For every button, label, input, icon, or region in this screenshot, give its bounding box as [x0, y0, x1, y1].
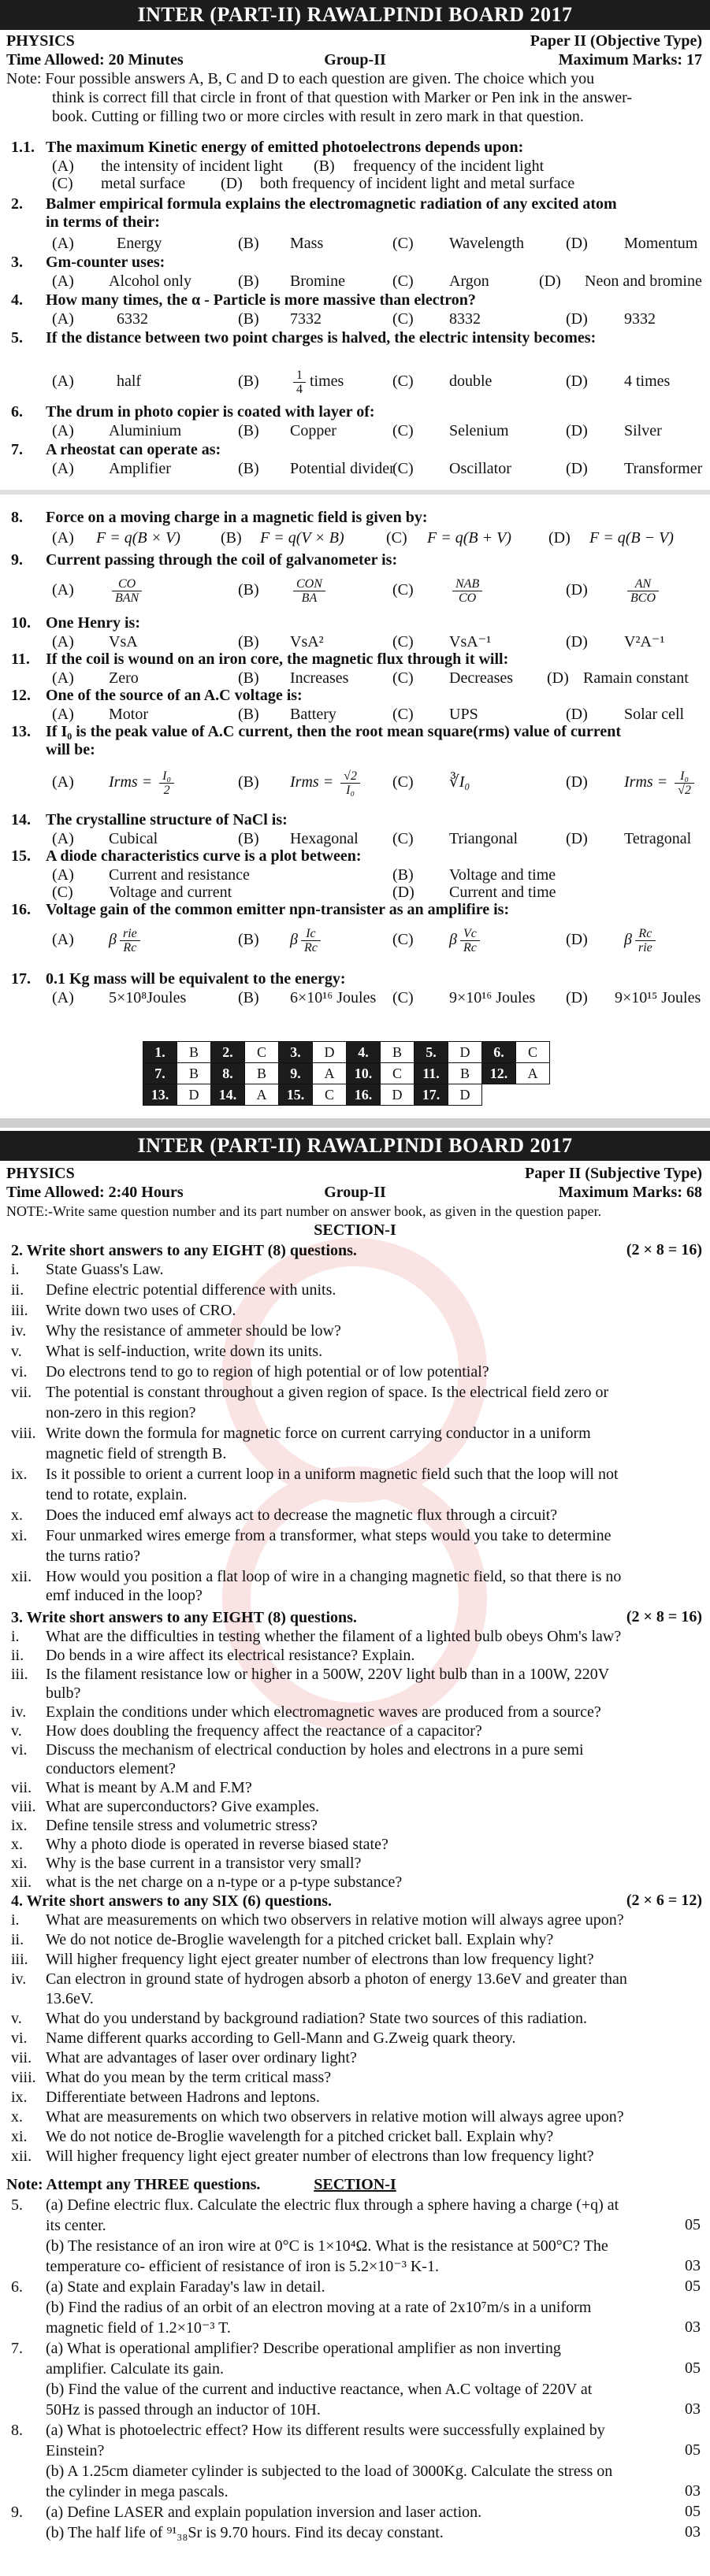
short-question-item: the turns ratio? — [46, 1547, 140, 1565]
short-question-item: v. What do you understand by background radiation? State two sources of this radiation. — [11, 2010, 588, 2027]
long-question-line: temperature co- efficient of resistance of iron is 5.2×10⁻³ K-1. — [46, 2258, 439, 2275]
short-question-item: xii. Will higher frequency light eject greater number of electrons than low frequency light? — [11, 2148, 594, 2165]
mcq-options: (A) 5×10⁸Joules (B) 6×10¹⁶ Joules (C) 9×10¹⁶ Joules (D) 9×10¹⁵ Joules — [52, 989, 701, 1006]
mcq-question: 3. Gm-counter uses: — [11, 254, 165, 271]
objective-header-row2 — [0, 50, 710, 69]
long-question-line: (b) Find the value of the current and inductive reactance, when A.C voltage of 220V at — [46, 2381, 593, 2398]
mcq-options: (A) Aluminium (B) Copper (C) Selenium (D) Silver — [52, 422, 662, 439]
section-title: SECTION-I — [314, 1221, 396, 1239]
short-question-item: i. What are measurements on which two observers in relative motion will always agree upon? — [11, 1911, 624, 1929]
note-text: Note: Attempt any THREE questions. — [6, 2176, 261, 2193]
subject-label: PHYSICS — [6, 32, 75, 50]
note-line: book. Cutting or filling two or more circles with result in zero mark in that question. — [52, 108, 584, 125]
short-question-item: viii. Write down the formula for magnetic force on current carrying conductor in a uniform — [11, 1425, 591, 1442]
subjective-header-row1 — [0, 1164, 710, 1183]
mcq-question: 12. One of the source of an A.C voltage is: — [11, 687, 303, 704]
answer-key-table — [143, 1041, 550, 1106]
mcq-options: (A) Cubical (B) Hexagonal (C) Triangonal (D) Tetragonal — [52, 830, 692, 847]
short-question-item: xii. How would you position a flat loop of wire in a changing magnetic field, so that there is no emf induced in the loop? — [11, 1568, 622, 1604]
long-question-line: (b) A 1.25cm diameter cylinder is subjected to the load of 3000Kg. Calculate the stress on — [46, 2463, 613, 2480]
fraction: $\frac{Vc}{Rc}$ — [460, 927, 480, 954]
fraction: $\frac{AN}{\text{BCO}}$ — [627, 577, 659, 605]
short-question-item: iv. Why the resistance of ammeter should be low? — [11, 1322, 341, 1340]
short-question-item: i. What are the difficulties in testing whether the filament of a lighted bulb obeys Ohm's law? — [11, 1628, 622, 1645]
group-label: Group-II — [324, 1184, 386, 1201]
paper-divider — [0, 1118, 710, 1128]
long-question-marks: 03 — [685, 2257, 701, 2274]
question-marks: (2 × 8 = 16) — [626, 1241, 702, 1258]
short-question-item: ii. Define electric potential difference with units. — [11, 1281, 336, 1299]
short-question-list — [11, 1911, 704, 2166]
short-question-item: ix. Differentiate between Hadrons and leptons. — [11, 2089, 320, 2106]
mcq-question: 13. If I₀ is the peak value of A.C current, then the root mean square(rms) value of current will be: — [11, 723, 622, 758]
objective-header-row1 — [0, 32, 710, 50]
fraction: $\frac{√2}{\text{I₀}}$ — [340, 769, 360, 797]
mcq-options: (A) $\frac{CO}{\text{BAN}}$ (B) $\frac{\text{CON}}{BA}$ (C) $\frac{\text{NAB}}{CO}$ (D) $\frac{AN}{\text{BCO}}$ — [46, 572, 708, 608]
question-marks: (2 × 8 = 16) — [626, 1608, 702, 1625]
short-question-item: non-zero in this region? — [46, 1404, 196, 1421]
short-question-item: iv. Can electron in ground state of hydrogen absorb a photon of energy 13.6eV and greater than — [11, 1970, 627, 1988]
fraction: $\frac{1}{4}$ — [293, 369, 306, 396]
question-marks: (2 × 6 = 12) — [626, 1892, 702, 1909]
mcq-question: 15. A diode characteristics curve is a plot between: — [11, 847, 362, 865]
long-question-line: 50Hz is passed through an inductor of 10H. — [46, 2401, 321, 2418]
objective-banner: INTER (PART-II) RAWALPINDI BOARD 2017 — [0, 0, 710, 30]
short-question-item: vi. Do electrons tend to go to region of high potential or of low potential? — [11, 1363, 489, 1381]
subjective-header-row2 — [0, 1183, 710, 1202]
mcq-question: 10. One Henry is: — [11, 614, 140, 632]
short-question-item: vi. Discuss the mechanism of electrical conduction by holes and electrons in a pure semi — [11, 1741, 584, 1759]
short-question-item: ix. Is it possible to orient a current loop in a uniform magnetic field such that the loop will not — [11, 1466, 619, 1483]
section-title: SECTION-I — [314, 2176, 396, 2193]
fraction: $\frac{\text{rie}}{Rc}$ — [120, 927, 140, 954]
short-question-item: v. What is self-induction, write down its units. — [11, 1343, 323, 1360]
mcq-options: (A) F = q(B × V) (B) F = q(V × B) (C) F = q(B + V) (D) F = q(B − V) — [52, 529, 674, 547]
fraction: $\frac{\text{NAB}}{CO}$ — [452, 577, 482, 605]
maximum-marks: Maximum Marks: 68 — [558, 1184, 702, 1201]
mcq-options: (A) Motor (B) Battery (C) UPS (D) Solar cell — [52, 706, 685, 723]
answer-key-row: 13. D 14. A 15. C 16. D 17. D — [143, 1084, 550, 1106]
short-question-item: viii. What do you mean by the term critical mass? — [11, 2069, 332, 2086]
fraction: $\frac{CO}{\text{BAN}}$ — [112, 577, 142, 605]
answer-key-row: 7. B 8. B 9. A 10. C 11. B 12. A — [143, 1063, 550, 1084]
mcq-question: 5. If the distance between two point charges is halved, the electric intensity becomes: — [11, 329, 597, 347]
long-question-line: (b) The resistance of an iron wire at 0°C is 1×10⁴Ω. What is the resistance at 500°C? The — [46, 2237, 608, 2255]
long-question-marks: 05 — [685, 2216, 701, 2233]
long-question-marks: 05 — [685, 2441, 701, 2459]
short-question-item: 13.6eV. — [46, 1990, 94, 2007]
long-question-line: 7. (a) What is operational amplifier? Describe operational amplifier as non inverting — [11, 2340, 561, 2357]
short-question-item: vii. The potential is constant throughout a given region of space. Is the electrical field zero or — [11, 1384, 609, 1401]
short-question-item: iii. Is the filament resistance low or higher in a 500W, 220V light bulb than in a 100W, 220V — [11, 1666, 610, 1683]
mcq-options: (A) 6332 (B) 7332 (C) 8332 (D) 9332 — [52, 310, 656, 328]
answer-key-row: 1. B 2. C 3. D 4. B 5. D 6. C — [143, 1042, 550, 1063]
short-question-item: xii. what is the net charge on a n-type or a p-type substance? — [11, 1874, 403, 1891]
long-question-marks: 03 — [685, 2482, 701, 2500]
short-question-item: i. State Guass's Law. — [11, 1261, 164, 1278]
long-question-line: its center. — [46, 2217, 106, 2234]
mcq-options: (A) the intensity of incident light (B) frequency of the incident light — [52, 158, 545, 175]
short-question-item: iii. Will higher frequency light eject greater number of electrons than low frequency light? — [11, 1951, 594, 1968]
long-question-line: 8. (a) What is photoelectric effect? How its different results were successfully explained by — [11, 2422, 605, 2439]
paper-type: Paper II (Subjective Type) — [525, 1165, 702, 1182]
long-question-line: 6. (a) State and explain Faraday's law in detail. — [11, 2278, 325, 2296]
subjective-note — [0, 1202, 710, 1221]
objective-note — [6, 69, 700, 126]
mcq-question: 16. Voltage gain of the common emitter npn-transister as an amplifire is: — [11, 901, 510, 918]
short-question-item: iii. Write down two uses of CRO. — [11, 1302, 236, 1319]
long-question-line: magnetic field of 1.2×10⁻³ T. — [46, 2319, 231, 2337]
mcq-question: 7. A rheostat can operate as: — [11, 441, 221, 458]
fraction: $\frac{\text{I₀}}{√2}$ — [675, 769, 694, 797]
mcq-options: (A) Amplifier (B) Potential divider (C) Oscillator (D) Transformer — [52, 460, 703, 477]
short-question-item: tend to rotate, explain. — [46, 1486, 188, 1503]
paper-type: Paper II (Objective Type) — [530, 32, 702, 50]
mcq-question: 14. The crystalline structure of NaCl is: — [11, 811, 288, 828]
short-question-item: ii. Do bends in a wire affect its electrical resistance? Explain. — [11, 1647, 415, 1664]
fraction: $\frac{Rc}{\text{rie}}$ — [635, 927, 656, 954]
section-divider — [0, 490, 710, 495]
short-question-item: magnetic field of strength B. — [46, 1445, 227, 1462]
mcq-question: 4. How many times, the α - Particle is more massive than electron? — [11, 291, 476, 309]
long-question-marks: 03 — [685, 2400, 701, 2418]
long-question-line: amplifier. Calculate its gain. — [46, 2360, 225, 2378]
long-question-marks: 03 — [685, 2318, 701, 2336]
short-question-heading: 2. Write short answers to any EIGHT (8) questions. — [11, 1242, 357, 1259]
short-question-item: vii. What is meant by A.M and F.M? — [11, 1779, 252, 1796]
short-question-heading: 3. Write short answers to any EIGHT (8) questions. — [11, 1609, 357, 1626]
mcq-options: (C) Voltage and current (D) Current and time — [52, 884, 556, 901]
long-question-line: the cylinder in mega pascals. — [46, 2483, 229, 2500]
short-question-item: ix. Define tensile stress and volumetric stress? — [11, 1817, 318, 1834]
subjective-banner: INTER (PART-II) RAWALPINDI BOARD 2017 — [0, 1131, 710, 1161]
note-line: Note: Four possible answers A, B, C and D to each question are given. The choice which you — [6, 70, 595, 87]
section-heading — [0, 1221, 710, 1240]
fraction: $\frac{Ic}{Rc}$ — [301, 927, 321, 954]
short-question-item: bulb? — [46, 1685, 81, 1702]
note-line: think is correct fill that circle in front of that question with Marker or Pen ink in the answer- — [52, 89, 633, 106]
mcq-options: (A) β $\frac{\text{rie}}{Rc}$ (B) β $\frac{Ic}{Rc}$ (C) β $\frac{Vc}{Rc}$ (D) β $\frac{Rc}{\text{rie}}$ — [46, 921, 708, 958]
long-question-line: (b) Find the radius of an orbit of an electron moving at a rate of 2x10⁷m/s in a uniform — [46, 2299, 592, 2316]
note-text: NOTE:-Write same question number and its part number on answer book, as given in the question paper. — [6, 1203, 602, 1219]
short-question-list — [11, 1627, 704, 1892]
short-question-item: vii. What are advantages of laser over ordinary light? — [11, 2049, 357, 2066]
fraction: $\frac{\text{I₀}}{2}$ — [159, 769, 174, 797]
mcq-options: (A) half (B) $\frac{1}{4}$ times (C) double (D) 4 times — [52, 368, 671, 396]
short-question-item: x. Why a photo diode is operated in reverse biased state? — [11, 1836, 388, 1853]
short-question-item: vi. Name different quarks according to Gell-Mann and G.Zweig quark theory. — [11, 2029, 516, 2047]
short-question-item: xi. We do not notice de-Broglie wavelength for a pitched cricket ball. Explain why? — [11, 2128, 554, 2145]
mcq-question: 17. 0.1 Kg mass will be equivalent to the energy: — [11, 970, 346, 988]
subject-label: PHYSICS — [6, 1165, 75, 1182]
short-question-item: viii. What are superconductors? Give examples. — [11, 1798, 320, 1815]
short-question-item: xi. Why is the base current in a transistor very small? — [11, 1855, 362, 1872]
fraction: $\frac{\text{CON}}{BA}$ — [293, 577, 325, 605]
short-question-item: x. Does the induced emf always act to decrease the magnetic flux through a circuit? — [11, 1507, 558, 1524]
short-question-item: ii. We do not notice de-Broglie wavelength for a pitched cricket ball. Explain why? — [11, 1931, 554, 1948]
time-allowed: Time Allowed: 20 Minutes — [6, 51, 184, 69]
maximum-marks: Maximum Marks: 17 — [558, 51, 702, 69]
mcq-question: 11. If the coil is wound on an iron core, the magnetic flux through it will: — [11, 650, 509, 668]
short-question-item: xi. Four unmarked wires emerge from a transformer, what steps would you take to determine — [11, 1527, 611, 1544]
mcq-question: 2. Balmer empirical formula explains the electromagnetic radiation of any excited atom in terms of their: — [11, 195, 617, 231]
mcq-question: 6. The drum in photo copier is coated with layer of: — [11, 403, 375, 421]
long-question-line: (b) The half life of ⁹¹₃₈Sr is 9.70 hours. Find its decay constant. — [46, 2524, 444, 2541]
short-question-item: v. How does doubling the frequency affect the reactance of a capacitor? — [11, 1722, 482, 1740]
mcq-options: (A) Zero (B) Increases (C) Decreases (D) Ramain constant — [52, 669, 689, 687]
long-question-marks: 03 — [685, 2523, 701, 2541]
mcq-options: (A) Alcohol only (B) Bromine (C) Argon (D) Neon and bromine — [52, 272, 702, 290]
mcq-question: 1.1. The maximum Kinetic energy of emitted photoelectrons depends upon: — [11, 139, 524, 156]
short-question-heading: 4. Write short answers to any SIX (6) questions. — [11, 1892, 333, 1910]
mcq-options: (A) Irms = $\frac{\text{I₀}}{2}$ (B) Irms = $\frac{√2}{\text{I₀}}$ (C) ∛I₀ (D) Irms = $\frac{\text{I₀}}{√2}$ — [46, 764, 708, 800]
long-question-marks: 05 — [685, 2503, 701, 2520]
long-question-marks: 05 — [685, 2278, 701, 2295]
group-label: Group-II — [324, 51, 386, 69]
short-question-item: x. What are measurements on which two observers in relative motion will always agree upon? — [11, 2108, 624, 2126]
short-question-item: conductors element? — [46, 1760, 176, 1777]
mcq-options: (C) metal surface (D) both frequency of incident light and metal surface — [52, 175, 575, 192]
long-question-line: 9. (a) Define LASER and explain population inversion and laser action. — [11, 2504, 482, 2521]
mcq-options: (A) VsA (B) VsA² (C) VsA⁻¹ (D) V²A⁻¹ — [52, 633, 665, 650]
long-question-marks: 05 — [685, 2359, 701, 2377]
short-question-list — [11, 1260, 704, 1567]
mcq-question: 8. Force on a moving charge in a magnetic field is given by: — [11, 509, 428, 526]
long-question-line: 5. (a) Define electric flux. Calculate the electric flux through a sphere having a charge (+q) at — [11, 2196, 619, 2214]
mcq-options: (A) Energy (B) Mass (C) Wavelength (D) Momentum — [52, 235, 698, 252]
mcq-options: (A) Current and resistance (B) Voltage and time — [52, 866, 556, 884]
time-allowed: Time Allowed: 2:40 Hours — [6, 1184, 184, 1201]
mcq-question: 9. Current passing through the coil of galvanometer is: — [11, 551, 398, 569]
long-question-line: Einstein? — [46, 2442, 105, 2459]
long-question-note — [0, 2175, 710, 2194]
short-question-item: iv. Explain the conditions under which electromagnetic waves are produced from a source? — [11, 1703, 601, 1721]
